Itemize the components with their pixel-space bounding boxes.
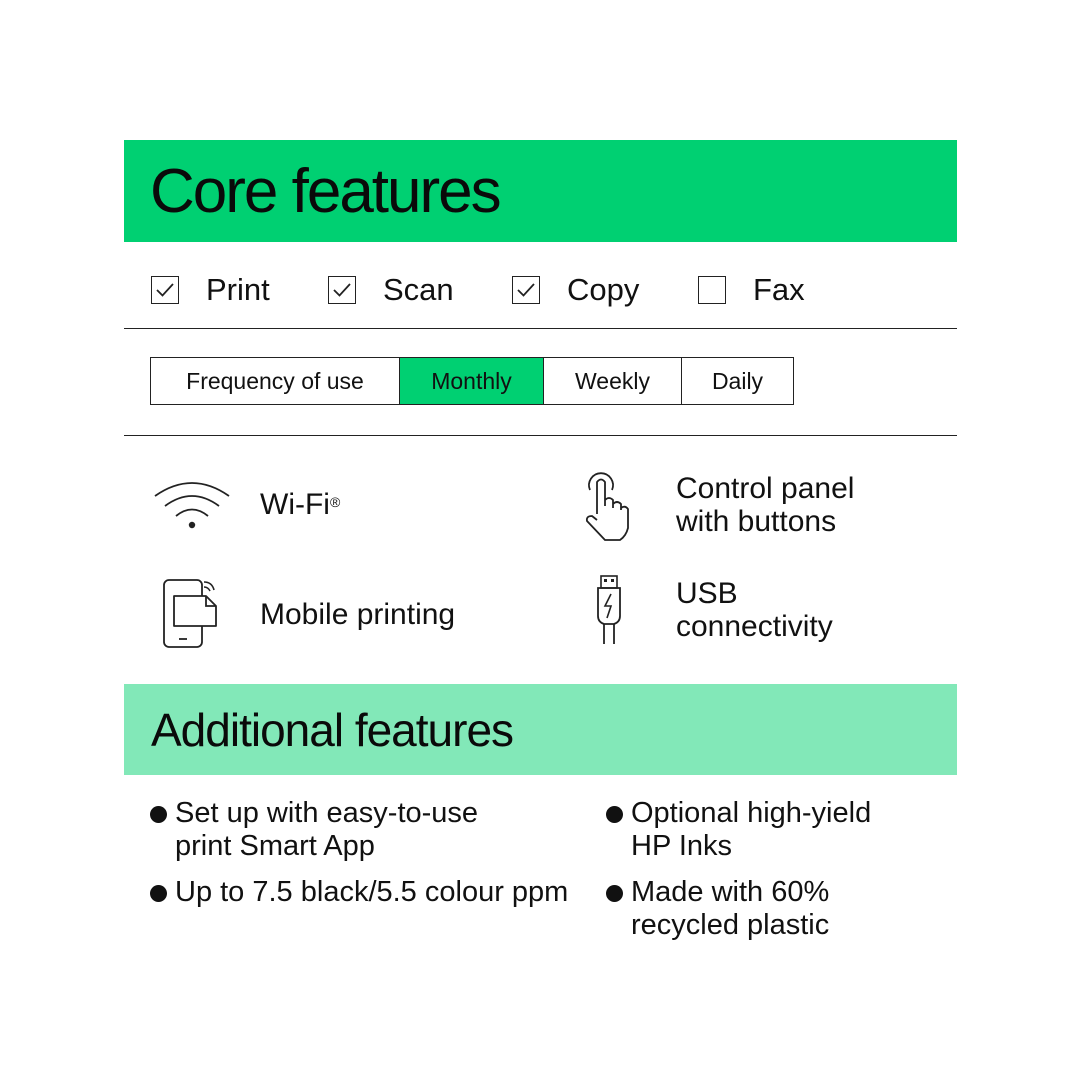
list-item-text: Optional high-yield HP Inks [631,797,872,862]
feature-label: Control panel with buttons [676,472,855,538]
function-scan [328,272,454,308]
list-item [150,797,478,863]
feature-label: USB connectivity [676,577,833,643]
list-item-text: Made with 60% recycled plastic [631,876,830,941]
fax-checkbox-unchecked-icon [698,276,726,304]
mobile-printing-icon [162,578,222,650]
copy-checkbox-checked-icon [512,276,540,304]
feature-label: Mobile printing [260,597,456,631]
print-checkbox-checked-icon [151,276,179,304]
printer-functions-row [124,242,957,329]
connectivity-features [124,436,957,684]
scan-checkbox-checked-icon [328,276,356,304]
frequency-row [124,329,957,436]
function-label: Fax [753,272,805,307]
function-copy [512,272,639,308]
usb-icon [594,574,624,646]
bullet-icon [150,885,167,902]
touch-finger-icon [580,468,640,542]
frequency-option-daily: Daily [711,367,764,394]
feature-label: Wi-Fi® [260,487,341,521]
frequency-option-weekly: Weekly [544,358,682,404]
frequency-label: Frequency of use [151,358,400,404]
list-item-text: Up to 7.5 black/5.5 colour ppm [175,876,569,908]
feature-mobile-printing [162,578,455,650]
function-fax [698,272,805,308]
core-features-title: Core features [150,156,500,226]
function-print [151,272,270,308]
list-item [606,876,829,942]
function-label: Scan [383,272,454,307]
additional-features-list [124,775,957,945]
additional-features-header [124,684,957,775]
list-item [606,797,871,863]
bullet-icon [150,806,167,823]
additional-features-title: Additional features [151,703,514,756]
wifi-icon [152,478,232,530]
frequency-option-monthly: Monthly [400,358,544,404]
frequency-of-use-scale [150,357,794,405]
core-features-header [124,140,957,242]
registered-mark: ® [329,493,341,510]
feature-wifi [152,478,340,530]
function-label: Print [206,272,270,307]
features-card [124,140,957,945]
feature-control-panel [580,468,854,542]
function-label: Copy [567,272,640,307]
list-item [150,876,568,909]
bullet-icon [606,885,623,902]
list-item-text: Set up with easy-to-use print Smart App [175,797,479,862]
feature-usb [594,574,833,646]
bullet-icon [606,806,623,823]
